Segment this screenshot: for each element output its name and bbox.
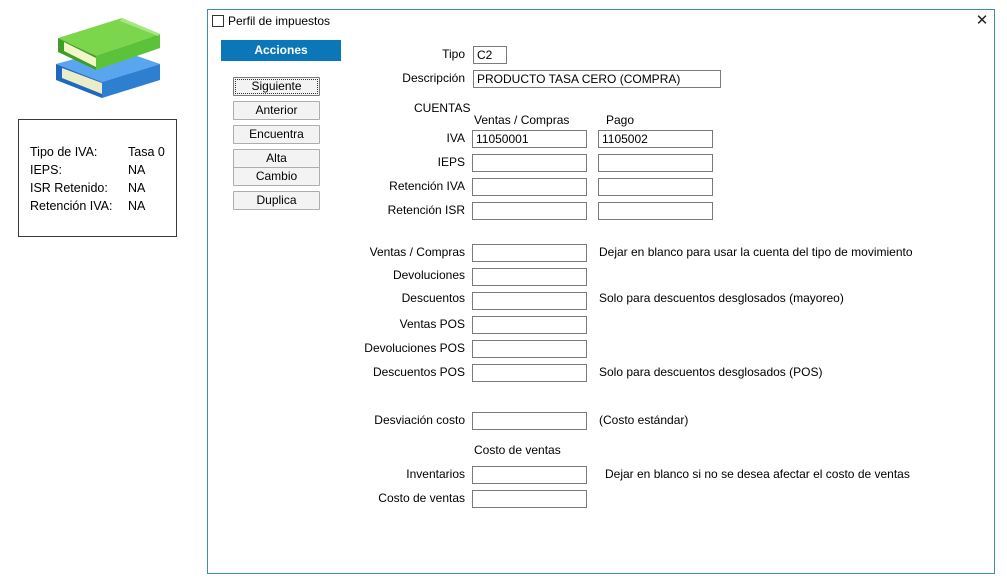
tax-summary-label: Retención IVA: <box>30 199 113 213</box>
inventarios-field[interactable] <box>472 466 587 484</box>
descripcion-field[interactable] <box>473 70 721 88</box>
costo-ventas-field[interactable] <box>472 490 587 508</box>
costo-ventas-label: Costo de ventas <box>378 491 465 505</box>
descuentos-pos-field[interactable] <box>472 364 587 382</box>
inventarios-note: Dejar en blanco si no se desea afectar el costo de ventas <box>605 467 910 481</box>
tax-summary-label: ISR Retenido: <box>30 181 108 195</box>
window-checkbox[interactable] <box>212 15 224 27</box>
actions-header: Acciones <box>221 40 341 61</box>
tax-summary-label: Tipo de IVA: <box>30 145 98 159</box>
column-pago: Pago <box>606 113 635 127</box>
tipo-field[interactable] <box>473 46 507 64</box>
ventas-compras-field[interactable] <box>472 244 587 262</box>
iva-ventas-field[interactable] <box>472 130 587 148</box>
devoluciones-pos-field[interactable] <box>472 340 587 358</box>
books-icon <box>52 12 164 102</box>
iva-pago-field[interactable] <box>598 130 713 148</box>
desviacion-field[interactable] <box>472 412 587 430</box>
retencion-isr-ventas-field[interactable] <box>472 202 587 220</box>
mov-row-label: Descuentos POS <box>372 365 465 379</box>
mov-row-note: Dejar en blanco para usar la cuenta del tipo de movimiento <box>599 245 913 259</box>
mov-row-note: Solo para descuentos desglosados (POS) <box>599 365 823 379</box>
cuenta-row-label: IVA <box>446 131 465 145</box>
costo-ventas-heading: Costo de ventas <box>474 443 561 457</box>
tax-summary-value: NA <box>128 163 146 177</box>
desviacion-note: (Costo estándar) <box>599 413 689 427</box>
cuenta-row-label: Retención IVA <box>389 179 465 193</box>
tax-summary-value: Tasa 0 <box>128 145 165 159</box>
next-button[interactable]: Siguiente <box>233 77 320 96</box>
find-button[interactable]: Encuentra <box>233 125 320 144</box>
descuentos-field[interactable] <box>472 292 587 310</box>
retencion-iva-pago-field[interactable] <box>598 178 713 196</box>
cuenta-row-label: Retención ISR <box>387 203 465 217</box>
column-ventas-compras: Ventas / Compras <box>474 113 570 127</box>
tax-summary-box <box>18 119 177 237</box>
descripcion-label: Descripción <box>402 71 465 85</box>
cuentas-heading: CUENTAS <box>414 101 471 115</box>
tax-summary-label: IEPS: <box>30 163 62 177</box>
tax-profile-window <box>207 9 995 574</box>
duplicate-button[interactable]: Duplica <box>233 191 320 210</box>
mov-row-note: Solo para descuentos desglosados (mayoreo) <box>599 291 844 305</box>
mov-row-label: Devoluciones POS <box>364 341 465 355</box>
retencion-iva-ventas-field[interactable] <box>472 178 587 196</box>
desviacion-label: Desviación costo <box>374 413 465 427</box>
tipo-label: Tipo <box>442 47 465 61</box>
mov-row-label: Ventas / Compras <box>369 245 465 259</box>
mov-row-label: Devoluciones <box>392 268 465 282</box>
ventas-pos-field[interactable] <box>472 316 587 334</box>
ieps-ventas-field[interactable] <box>472 154 587 172</box>
change-button[interactable]: Cambio <box>233 167 320 186</box>
inventarios-label: Inventarios <box>406 467 465 481</box>
add-button[interactable]: Alta <box>233 149 320 168</box>
retencion-isr-pago-field[interactable] <box>598 202 713 220</box>
mov-row-label: Ventas POS <box>399 317 465 331</box>
tax-summary-value: NA <box>128 181 146 195</box>
cuenta-row-label: IEPS <box>437 155 465 169</box>
window-title: Perfil de impuestos <box>228 14 331 28</box>
ieps-pago-field[interactable] <box>598 154 713 172</box>
mov-row-label: Descuentos <box>401 291 465 305</box>
tax-summary-value: NA <box>128 199 146 213</box>
previous-button[interactable]: Anterior <box>233 101 320 120</box>
close-icon[interactable]: ✕ <box>975 12 989 29</box>
devoluciones-field[interactable] <box>472 268 587 286</box>
